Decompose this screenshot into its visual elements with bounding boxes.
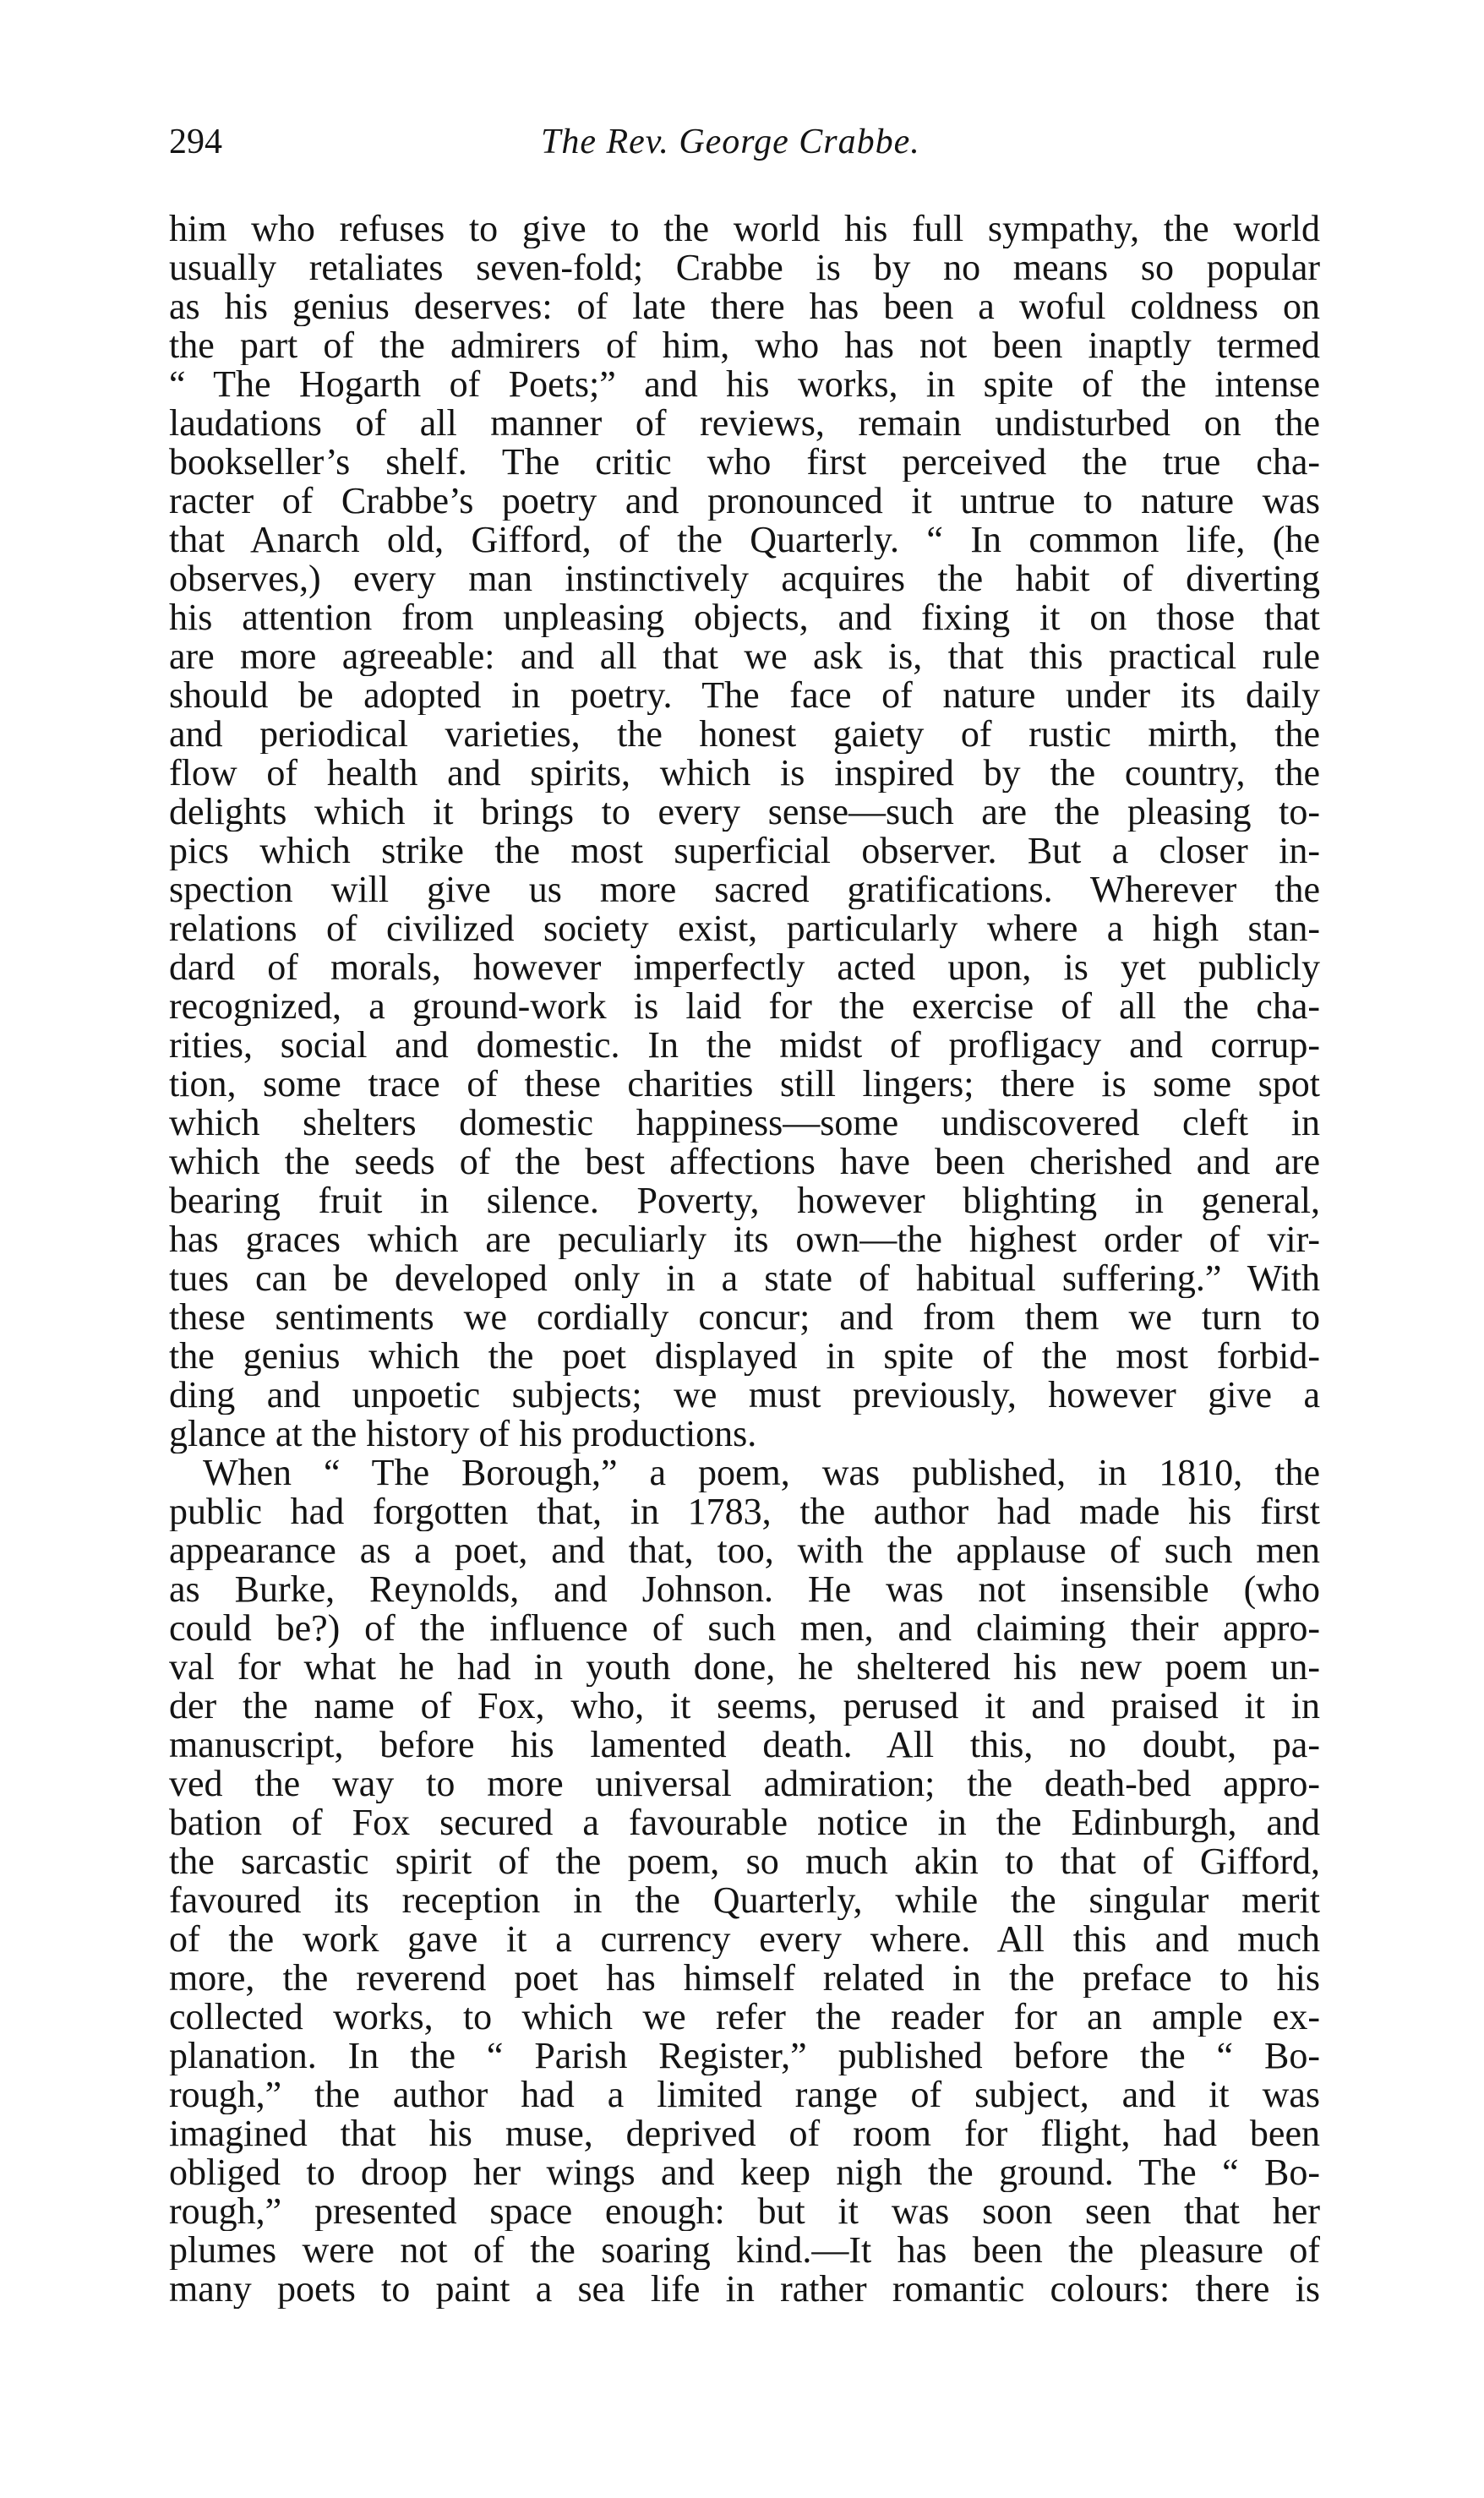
text-line: that Anarch old, Gifford, of the Quarterly. “ In common life, (he bbox=[169, 521, 1320, 559]
text-line: tues can be developed only in a state of habitual suffering.” With bbox=[169, 1259, 1320, 1298]
text-line: planation. In the “ Parish Register,” published before the “ Bo- bbox=[169, 2037, 1320, 2075]
text-line: favoured its reception in the Quarterly, while the singular merit bbox=[169, 1881, 1320, 1920]
text-line: plumes were not of the soaring kind.—It has been the pleasure of bbox=[169, 2231, 1320, 2270]
text-line: recognized, a ground-work is laid for the exercise of all the cha- bbox=[169, 987, 1320, 1026]
text-line: the sarcastic spirit of the poem, so much akin to that of Gifford, bbox=[169, 1842, 1320, 1881]
text-line: “ The Hogarth of Poets;” and his works, in spite of the intense bbox=[169, 365, 1320, 404]
text-line: usually retaliates seven-fold; Crabbe is by no means so popular bbox=[169, 248, 1320, 287]
text-line: should be adopted in poetry. The face of nature under its daily bbox=[169, 676, 1320, 715]
text-line: manuscript, before his lamented death. All this, no doubt, pa- bbox=[169, 1726, 1320, 1764]
text-line: him who refuses to give to the world his full sympathy, the world bbox=[169, 210, 1320, 248]
page-number: 294 bbox=[169, 123, 222, 161]
text-line: When “ The Borough,” a poem, was published, in 1810, the bbox=[203, 1454, 1320, 1492]
text-line: glance at the history of his productions. bbox=[169, 1415, 757, 1454]
paragraph bbox=[169, 1454, 1320, 2309]
text-line: der the name of Fox, who, it seems, perused it and praised it in bbox=[169, 1687, 1320, 1726]
text-line: rough,” the author had a limited range of subject, and it was bbox=[169, 2075, 1320, 2114]
text-line: many poets to paint a sea life in rather romantic colours: there is bbox=[169, 2270, 1320, 2309]
text-line: delights which it brings to every sense—such are the pleasing to- bbox=[169, 793, 1320, 832]
text-line: more, the reverend poet has himself related in the preface to his bbox=[169, 1959, 1320, 1998]
text-line: obliged to droop her wings and keep nigh the ground. The “ Bo- bbox=[169, 2153, 1320, 2192]
paragraph bbox=[169, 210, 1320, 1454]
text-line: are more agreeable: and all that we ask is, that this practical rule bbox=[169, 637, 1320, 676]
body-text bbox=[169, 210, 1320, 2309]
running-head bbox=[169, 117, 1318, 167]
text-line: imagined that his muse, deprived of room for flight, had been bbox=[169, 2114, 1320, 2153]
text-line: and periodical varieties, the honest gaiety of rustic mirth, the bbox=[169, 715, 1320, 754]
text-line: which the seeds of the best affections have been cherished and are bbox=[169, 1143, 1320, 1181]
text-line: bation of Fox secured a favourable notice in the Edinburgh, and bbox=[169, 1803, 1320, 1842]
text-line: public had forgotten that, in 1783, the author had made his first bbox=[169, 1492, 1320, 1531]
running-title: The Rev. George Crabbe. bbox=[541, 123, 920, 161]
text-line: laudations of all manner of reviews, remain undisturbed on the bbox=[169, 404, 1320, 443]
text-line: as Burke, Reynolds, and Johnson. He was not insensible (who bbox=[169, 1570, 1320, 1609]
text-line: observes,) every man instinctively acquires the habit of diverting bbox=[169, 559, 1320, 598]
text-line: the genius which the poet displayed in spite of the most forbid- bbox=[169, 1337, 1320, 1376]
text-line: rough,” presented space enough: but it was soon seen that her bbox=[169, 2192, 1320, 2231]
text-line: as his genius deserves: of late there has been a woful coldness on bbox=[169, 287, 1320, 326]
text-line: tion, some trace of these charities still lingers; there is some spot bbox=[169, 1065, 1320, 1104]
text-line: spection will give us more sacred gratifications. Wherever the bbox=[169, 870, 1320, 909]
text-line: bookseller’s shelf. The critic who first perceived the true cha- bbox=[169, 443, 1320, 482]
text-line: has graces which are peculiarly its own—the highest order of vir- bbox=[169, 1220, 1320, 1259]
text-line: relations of civilized society exist, particularly where a high stan- bbox=[169, 909, 1320, 948]
text-line: bearing fruit in silence. Poverty, however blighting in general, bbox=[169, 1181, 1320, 1220]
text-line: of the work gave it a currency every where. All this and much bbox=[169, 1920, 1320, 1959]
text-line: ved the way to more universal admiration; the death-bed appro- bbox=[169, 1764, 1320, 1803]
text-line: val for what he had in youth done, he sheltered his new poem un- bbox=[169, 1648, 1320, 1687]
text-line: rities, social and domestic. In the midst of profligacy and corrup- bbox=[169, 1026, 1320, 1065]
text-line: flow of health and spirits, which is inspired by the country, the bbox=[169, 754, 1320, 793]
text-line: could be?) of the influence of such men, and claiming their appro- bbox=[169, 1609, 1320, 1648]
text-line: racter of Crabbe’s poetry and pronounced it untrue to nature was bbox=[169, 482, 1320, 521]
text-line: pics which strike the most superficial observer. But a closer in- bbox=[169, 832, 1320, 870]
text-line: the part of the admirers of him, who has not been inaptly termed bbox=[169, 326, 1320, 365]
text-line: collected works, to which we refer the reader for an ample ex- bbox=[169, 1998, 1320, 2037]
text-line: which shelters domestic happiness—some undiscovered cleft in bbox=[169, 1104, 1320, 1143]
text-line: these sentiments we cordially concur; and from them we turn to bbox=[169, 1298, 1320, 1337]
text-line: his attention from unpleasing objects, and fixing it on those that bbox=[169, 598, 1320, 637]
text-line: appearance as a poet, and that, too, with the applause of such men bbox=[169, 1531, 1320, 1570]
text-line: ding and unpoetic subjects; we must previously, however give a bbox=[169, 1376, 1320, 1415]
text-line: dard of morals, however imperfectly acted upon, is yet publicly bbox=[169, 948, 1320, 987]
